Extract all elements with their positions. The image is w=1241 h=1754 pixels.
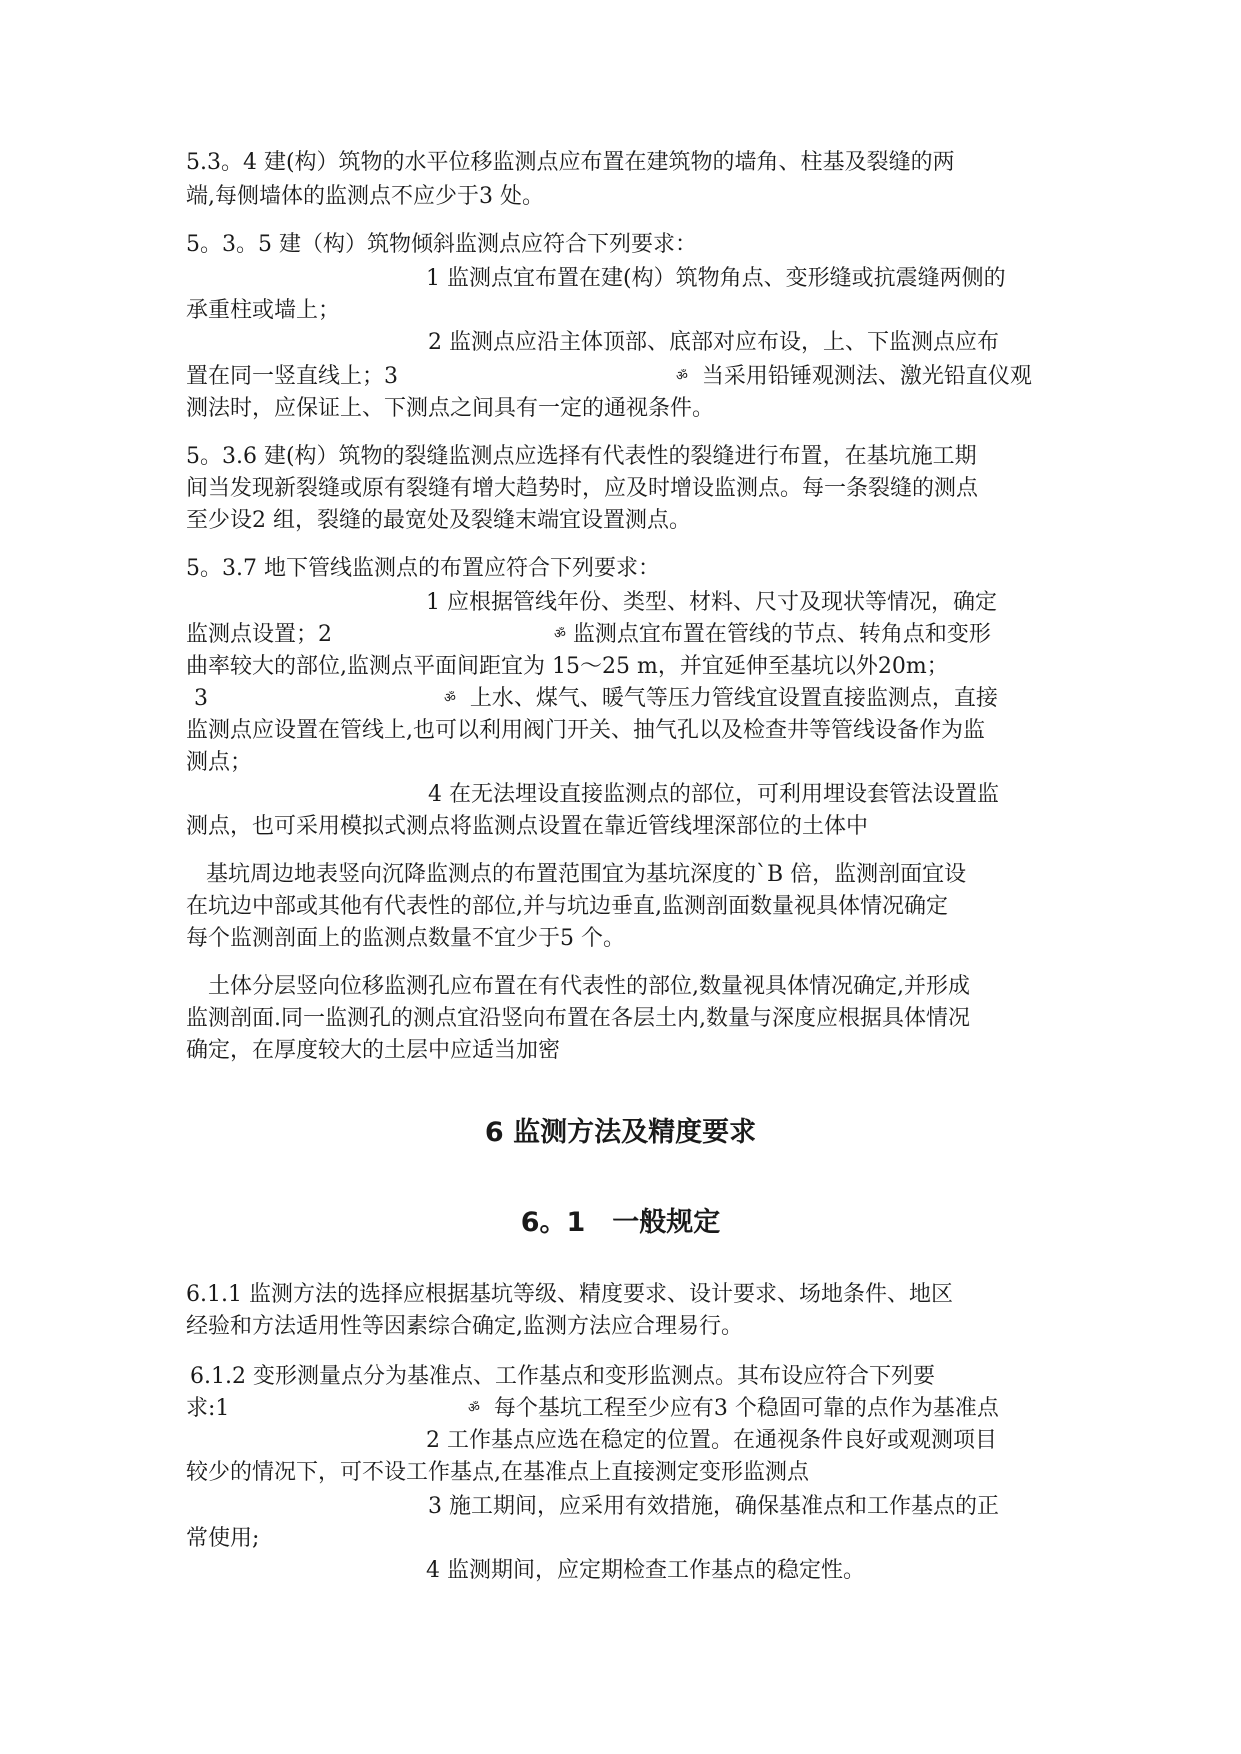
paragraph-surface-settlement-2: 在坑边中部或其他有代表性的部位,并与坑边垂直,监测剖面数量视具体情况确定 (186, 894, 948, 919)
bullet-glyph-icon: ॐ (468, 1401, 480, 1416)
bullet-glyph-icon: ॐ (444, 691, 456, 706)
clause-5-3-7-item-1-cont: 监测点设置；2 (186, 622, 332, 647)
clause-6-1-1-line-2: 经验和方法适用性等因素综合确定,监测方法应合理易行。 (186, 1314, 743, 1339)
clause-5-3-5-heading: 5。3。5 建（构）筑物倾斜监测点应符合下列要求： (186, 232, 697, 257)
clause-5-3-6-line-1: 5。3.6 建(构）筑物的裂缝监测点应选择有代表性的裂缝进行布置，在基坑施工期 (186, 444, 977, 469)
clause-5-3-5-item-1: 1 监测点宜布置在建(构）筑物角点、变形缝或抗震缝两侧的 (426, 266, 1006, 291)
clause-6-1-2-item-2-cont: 较少的情况下，可不设工作基点,在基准点上直接测定变形监测点 (186, 1460, 809, 1485)
clause-5-3-7-heading: 5。3.7 地下管线监测点的布置应符合下列要求： (186, 556, 660, 581)
clause-5-3-6-line-3: 至少设2 组，裂缝的最宽处及裂缝末端宜设置测点。 (186, 508, 691, 533)
clause-5-3-5-item-3 (676, 362, 1032, 392)
clause-5-3-5-item-3-cont: 测法时，应保证上、下测点之间具有一定的通视条件。 (186, 396, 715, 421)
chapter-heading: 6 监测方法及精度要求 (484, 1117, 757, 1148)
clause-5-3-7-item-2-text: 监测点宜布置在管线的节点、转角点和变形 (572, 622, 991, 647)
clause-5-3-5-item-2-cont: 置在同一竖直线上；3 (186, 364, 398, 389)
clause-5-3-7-item-1: 1 应根据管线年份、类型、材料、尺寸及现状等情况，确定 (426, 590, 997, 615)
clause-5-3-7-item-4: 4 在无法埋设直接监测点的部位，可利用埋设套管法设置监 (428, 782, 999, 807)
clause-6-1-2-item-4: 4 监测期间，应定期检查工作基点的稳定性。 (426, 1558, 865, 1583)
clause-6-1-1-line-1: 6.1.1 监测方法的选择应根据基坑等级、精度要求、设计要求、场地条件、地区 (186, 1282, 953, 1307)
clause-5-3-4-line-1: 5.3。4 建(构）筑物的水平位移监测点应布置在建筑物的墙角、柱基及裂缝的两 (186, 150, 955, 175)
clause-5-3-7-item-3 (444, 684, 998, 714)
bullet-glyph-icon: ॐ (676, 369, 688, 384)
clause-6-1-2-item-3-cont: 常使用; (186, 1526, 260, 1551)
clause-6-1-2-item-1 (468, 1394, 999, 1424)
clause-6-1-2-line-2: 求:1 (186, 1396, 230, 1421)
paragraph-surface-settlement-3: 每个监测剖面上的监测点数量不宜少于5 个。 (186, 926, 625, 951)
clause-6-1-2-item-1-text: 每个基坑工程至少应有3 个稳固可靠的点作为基准点 (493, 1396, 999, 1421)
paragraph-soil-layer-1: 土体分层竖向位移监测孔应布置在有代表性的部位,数量视具体情况确定,并形成 (208, 974, 970, 999)
clause-5-3-7-item-3-cont-2: 测点； (186, 750, 253, 775)
clause-5-3-7-item-3-num: 3 (194, 686, 208, 711)
clause-5-3-5-item-3-text: 当采用铅锤观测法、激光铅直仪观 (701, 364, 1032, 389)
clause-5-3-4-line-2: 端,每侧墙体的监测点不应少于3 处。 (186, 184, 544, 209)
clause-6-1-2-item-2: 2 工作基点应选在稳定的位置。在通视条件良好或观测项目 (426, 1428, 997, 1453)
clause-5-3-5-item-1-cont: 承重柱或墙上； (186, 298, 341, 323)
bullet-glyph-icon: ॐ (554, 627, 566, 642)
clause-5-3-7-item-2-cont: 曲率较大的部位,监测点平面间距宜为 15～25 m，并宜延伸至基坑以外20m； (186, 654, 949, 679)
clause-6-1-2-item-3: 3 施工期间，应采用有效措施，确保基准点和工作基点的正 (428, 1494, 999, 1519)
paragraph-soil-layer-2: 监测剖面.同一监测孔的测点宜沿竖向布置在各层土内,数量与深度应根据具体情况 (186, 1006, 970, 1031)
clause-5-3-7-item-3-cont-1: 监测点应设置在管线上,也可以利用阀门开关、抽气孔以及检查井等管线设备作为监 (186, 718, 985, 743)
clause-5-3-5-item-2: 2 监测点应沿主体顶部、底部对应布设，上、下监测点应布 (428, 330, 999, 355)
clause-5-3-7-item-4-cont: 测点，也可采用模拟式测点将监测点设置在靠近管线埋深部位的土体中 (186, 814, 869, 839)
section-heading: 6。1 一般规定 (520, 1207, 721, 1238)
clause-5-3-6-line-2: 间当发现新裂缝或原有裂缝有增大趋势时，应及时增设监测点。每一条裂缝的测点 (186, 476, 979, 501)
clause-6-1-2-line-1: 6.1.2 变形测量点分为基准点、工作基点和变形监测点。其布设应符合下列要 (190, 1364, 935, 1389)
clause-5-3-7-item-3-text: 上水、煤气、暖气等压力管线宜设置直接监测点，直接 (469, 686, 998, 711)
paragraph-surface-settlement-1: 基坑周边地表竖向沉降监测点的布置范围宜为基坑深度的`B 倍，监测剖面宜设 (206, 862, 967, 887)
paragraph-soil-layer-3: 确定，在厚度较大的土层中应适当加密 (186, 1038, 561, 1063)
clause-5-3-7-item-2 (554, 620, 991, 650)
